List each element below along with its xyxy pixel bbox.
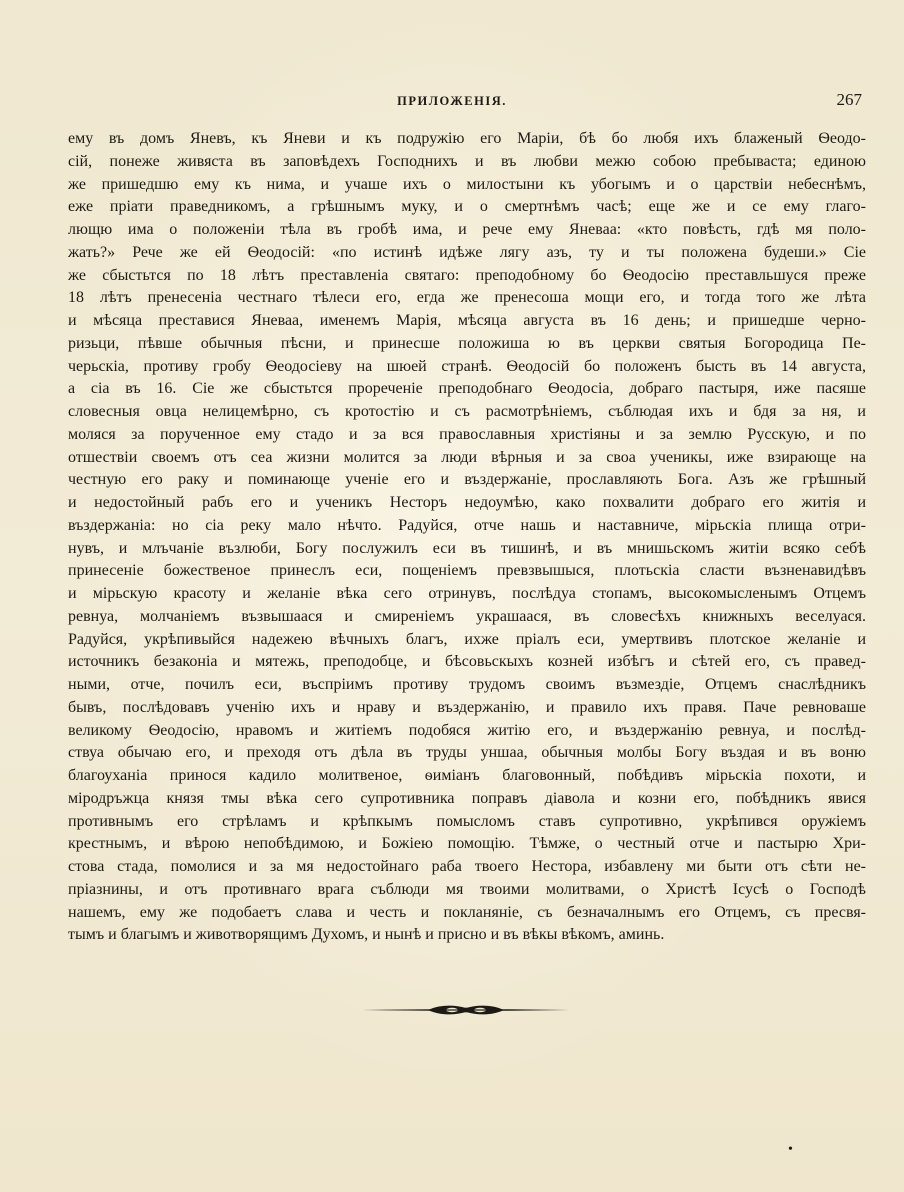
text-line: моляся за порученное ему стадо и за вся православныя христіяны и за землю Русскую, и по	[68, 425, 866, 443]
text-line: 18 лѣтъ пренесеніа честнаго тѣлеси его, егда же пренесоша мощи его, и тогда того же лѣта	[68, 289, 866, 307]
text-line: источникъ безаконіа и мятежь, преподобце, и бѣсовьскыхъ козней избѣгъ и сѣтей его, съ правед-	[68, 653, 866, 671]
text-line: ными, отче, почилъ еси, въспріимъ противу трудомъ своимъ възмездіе, Отцемъ снаслѣдникъ	[68, 676, 866, 693]
tailpiece-ornament-icon	[362, 1003, 570, 1017]
text-line: же сбыстьтся по 18 лѣтъ преставленіа святаго: преподобному бо Ѳеодосію преставльшуся преже	[68, 266, 866, 284]
text-line: черьскіа, противу гробу Ѳеодосіеву на шюей странѣ. Ѳеодосій бо положенъ бысть въ 14 августа,	[68, 357, 866, 375]
text-line: еже пріати праведникомъ, а грѣшнымъ муку, и о смертнѣмъ часѣ; еще же и се ему глаго-	[68, 198, 866, 216]
text-line: стова стада, помолися и за мя недостойнаго раба твоего Нестора, избавлену ми быти отъ сѣти не-	[68, 858, 866, 875]
text-line: словесныя овца нелицемѣрно, съ кротостію и съ расмотрѣніемъ, съблюдая ихъ и бдя за ня, и	[68, 403, 866, 420]
text-line: и мѣсяца преставися Яневаа, именемъ Марія, мѣсяца августа въ 16 день; и пришедше черно-	[68, 312, 866, 329]
text-line: великому Ѳеодосію, нравомъ и житіемъ подобяся житію его, и въздержанію ревнуа, и послѣд-	[68, 721, 866, 739]
text-line: же пришедшю ему къ нима, и учаше ихъ о милостыни къ убогымъ и о царствіи небеснѣмъ,	[68, 175, 866, 193]
text-line: и недостойный рабъ его и ученикъ Несторъ недоумѣю, како похвалити добраго его житія и	[68, 494, 866, 511]
text-line: противнымъ его стрѣламъ и крѣпкымъ помысломъ ставъ супротивно, укрѣпився оружіемъ	[68, 812, 866, 830]
text-line: нашемъ, ему же подобаетъ слава и честь и покланяніе, съ безначалнымъ его Отцемъ, съ пресвя-	[68, 903, 866, 921]
text-line: сій, понеже живяста въ заповѣдехъ Господнихъ и въ любви межю собою пребываста; единою	[68, 152, 866, 170]
text-line: принесеніе божественое принеслъ еси, пощеніемъ превзвышыся, плотьскіа сласти възненавидѣвъ	[68, 562, 866, 580]
text-line: пріазнины, и отъ противнаго врага съблюди мя твоими молитвами, о Христѣ Ісусѣ о Господѣ	[68, 880, 866, 898]
text-line: а сіа въ 16. Сіе же сбыстьтся прореченіе преподобнаго Ѳеодосіа, добраго пастыря, иже пасяше	[68, 380, 866, 398]
text-line: ризьци, пѣвше обычныя пѣсни, и принесше положиша ю въ церкви святыя Богородица Пе-	[68, 334, 866, 352]
text-line: ему въ домъ Яневъ, къ Яневи и къ подружію его Маріи, бѣ бо любя ихъ блаженый Ѳеодо-	[68, 130, 866, 147]
running-title: ПРИЛОЖЕНІЯ.	[397, 94, 507, 108]
text-line: жать?» Рече же ей Ѳеодосій: «по истинѣ идѣже лягу азъ, ту и ты положена будеши.» Сіе	[68, 243, 866, 261]
text-line: благоуханіа принося кадило молитвеное, ѳиміанъ благовонный, побѣдивъ мірьскіа похоти, и	[68, 767, 866, 784]
text-line: бывъ, послѣдовавъ ученію ихъ и нраву и въздержанію, и правило ихъ правя. Паче ревноваше	[68, 698, 866, 716]
text-line: честную его раку и поминающе ученіе его и въздержаніе, прославляють Бога. Азъ же грѣшный	[68, 471, 866, 489]
text-line: ствуа обычаю его, и преходя отъ дѣла въ труды уншаа, обычныя молбы Богу въздая и въ воню	[68, 744, 866, 762]
text-line: крестнымъ, и вѣрою непобѣдимою, и Божіею помощію. Тѣмже, о честный отче и пастырю Хри-	[68, 835, 866, 853]
text-line: лющю има о положеніи тѣла въ гробѣ има, и рече ему Яневаа: «кто повѣсть, гдѣ мя поло-	[68, 221, 866, 238]
text-line: отшествіи своемъ отъ сеа жизни молится за люди вѣрныя и за своа ученикы, иже взирающе на	[68, 448, 866, 466]
text-line: ревнуа, молчаніемъ възвышаася и смиреніемъ украшаася, въ словесѣхъ книжныхъ веселуася.	[68, 607, 866, 625]
body-text	[68, 128, 866, 947]
text-line: Радуйся, укрѣпивыйся надежею вѣчныхъ благъ, ихже пріалъ еси, умертвивъ плотское желаніе и	[68, 630, 866, 648]
text-line: тымъ и благымъ и животворящимъ Духомъ, и нынѣ и присно и въ вѣкы вѣкомъ, аминь.	[68, 926, 665, 944]
text-line: міродръжца князя тмы вѣка сего супротивника поправъ діавола и козни его, побѣдникъ явися	[68, 789, 866, 807]
text-line: и мірьскую красоту и желаніе вѣка сего отринувъ, послѣдуа стопамъ, высокомысленымъ Отцемъ	[68, 585, 866, 602]
text-line: нувъ, и млъчаніе възлюби, Богу послужилъ еси въ тишинѣ, и въ мнишьскомъ житіи всяко себѣ	[68, 539, 866, 557]
text-line: въздержаніа: но сіа реку мало нѣчто. Радуйся, отче нашь и наставниче, мірьскіа плища отри-	[68, 516, 866, 534]
page-speck: •	[788, 1142, 793, 1157]
page-number: 267	[836, 90, 862, 109]
